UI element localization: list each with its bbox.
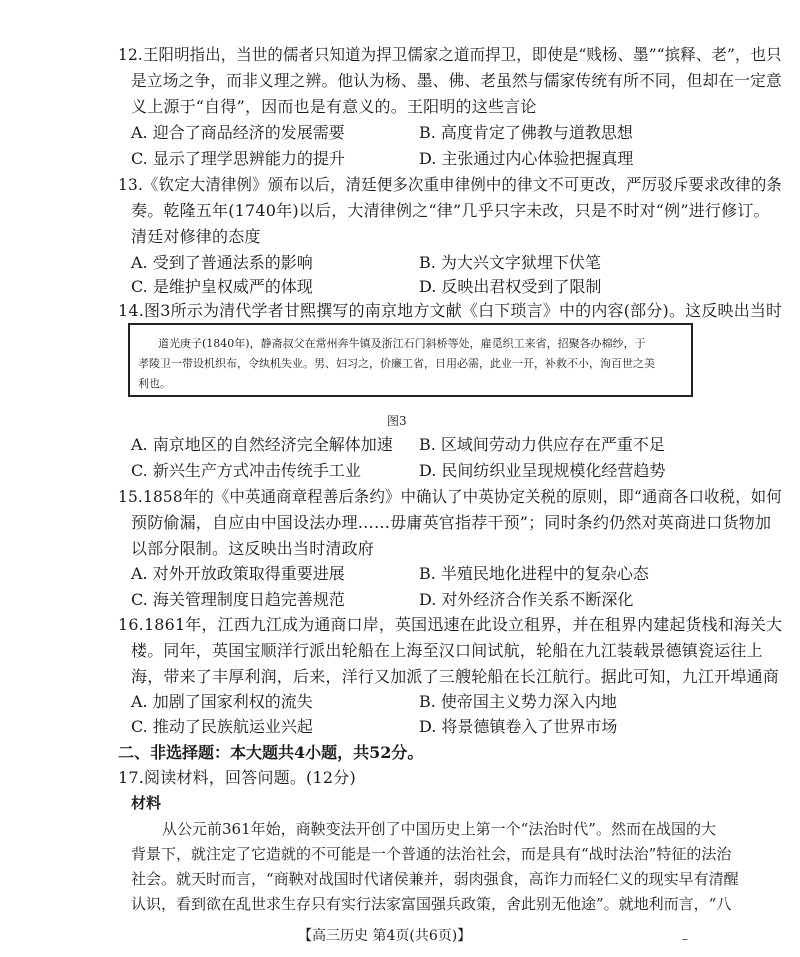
q12-line-2: 是立场之争，而非义理之辨。他认为杨、墨、佛、老虽然与儒家传统有所不同，但却在一定意	[131, 71, 782, 90]
material-line-1: 从公元前361年始，商鞅变法开创了中国历史上第一个“法治时代”。然而在战国的大	[162, 820, 716, 838]
corner-mark: –	[682, 932, 688, 946]
quote-line-3: 利也。	[138, 377, 171, 390]
q12-option-c[interactable]: C. 显示了理学思辨能力的提升	[131, 149, 345, 168]
q12-option-b[interactable]: B. 高度肯定了佛教与道教思想	[419, 123, 633, 142]
q14-option-c[interactable]: C. 新兴生产方式冲击传统手工业	[131, 461, 361, 480]
q16-option-c[interactable]: C. 推动了民族航运业兴起	[131, 717, 313, 736]
quote-line-1: 道光庚子(1840年)，静斋叔父在常州奔牛镇及浙江石门斜桥等处，雇觅织工来省，招聚各办棉纱，于	[158, 337, 646, 350]
q16-option-a[interactable]: A. 加剧了国家利权的流失	[131, 692, 313, 711]
q16-line-2: 楼。同年，英国宝顺洋行派出轮船在上海至汉口间试航，轮船在九江装载景德镇瓷运往上	[131, 641, 763, 660]
material-line-3: 社会。就天时而言，“商鞅对战国时代诸侯兼并，弱肉强食，高诈力而轻仁义的现实早有清醒	[131, 870, 739, 888]
figure-caption: 图3	[387, 414, 407, 428]
q14-option-d[interactable]: D. 民间纺织业呈现规模化经营趋势	[419, 461, 666, 480]
q13-line-3: 清廷对修律的态度	[131, 227, 261, 246]
q13-line-1: 13.《钦定大清律例》颁布以后，清廷便多次重申律例中的律文不可更改，严厉驳斥要求改律的条	[118, 175, 783, 194]
q16-option-b[interactable]: B. 使帝国主义势力深入内地	[419, 692, 617, 711]
q14-option-a[interactable]: A. 南京地区的自然经济完全解体加速	[131, 435, 393, 454]
q13-line-2: 奏。乾隆五年(1740年)以后，大清律例之“律”几乎只字未改，只是不时对“例”进行修订。	[131, 201, 770, 220]
q15-line-3: 以部分限制。这反映出当时清政府	[131, 539, 375, 558]
q15-option-b[interactable]: B. 半殖民地化进程中的复杂心态	[419, 564, 649, 583]
q16-line-1: 16.1861年，江西九江成为通商口岸，英国迅速在此设立租界，并在租界内建起货栈和海关大	[118, 615, 783, 634]
q15-line-1: 15.1858年的《中英通商章程善后条约》中确认了中英协定关税的原则，即“通商各口收税，如何	[118, 487, 782, 506]
q13-option-a[interactable]: A. 受到了普通法系的影响	[131, 253, 313, 272]
q13-option-d[interactable]: D. 反映出君权受到了限制	[419, 277, 602, 296]
q15-option-d[interactable]: D. 对外经济合作关系不断深化	[419, 590, 634, 609]
section-2-heading: 二、非选择题：本大题共4小题，共52分。	[118, 743, 424, 762]
page-footer: 【高三历史 第4页(共6页)】	[298, 928, 472, 944]
q13-option-c[interactable]: C. 是维护皇权威严的体现	[131, 277, 313, 296]
q16-line-3: 海，带来了丰厚利润，后来，洋行又加派了三艘轮船在长江航行。据此可知，九江开埠通商	[131, 667, 780, 686]
material-line-4: 认识，看到欲在乱世求生存只有实行法家富国强兵政策，舍此别无他途”。就地利而言，“八	[131, 895, 732, 913]
material-line-2: 背景下，就注定了它造就的不可能是一个普通的法治社会，而是具有“战时法治”特征的法治	[131, 845, 732, 863]
q12-line-1: 12.王阳明指出，当世的儒者只知道为捍卫儒家之道而捍卫，即使是“贱杨、墨”“摈释、老”，也只	[118, 45, 782, 64]
q12-option-d[interactable]: D. 主张通过内心体验把握真理	[419, 149, 634, 168]
q12-line-3: 义上源于“自得”，因而也是有意义的。王阳明的这些言论	[131, 97, 537, 116]
q15-option-c[interactable]: C. 海关管理制度日趋完善规范	[131, 590, 345, 609]
q16-option-d[interactable]: D. 将景德镇卷入了世界市场	[419, 717, 618, 736]
q17-title: 17.阅读材料，回答问题。(12分)	[118, 768, 356, 787]
q14-option-b[interactable]: B. 区域间劳动力供应存在严重不足	[419, 435, 665, 454]
quote-line-2: 孝陵卫一带设机织布，令纨机失业。男、妇习之，价廉工省，日用必需，此业一开，补救不小，洵百世之美	[138, 357, 655, 370]
q13-option-b[interactable]: B. 为大兴文字狱埋下伏笔	[419, 253, 601, 272]
material-label: 材料	[131, 794, 162, 812]
q15-line-2: 预防偷漏，自应由中国设法办理……毋庸英官指荐干预”；同时条约仍然对英商进口货物加	[131, 513, 772, 532]
q14-line-1: 14.图3所示为清代学者甘熙撰写的南京地方文献《白下琐言》中的内容(部分)。这反映出当时	[118, 301, 783, 320]
q15-option-a[interactable]: A. 对外开放政策取得重要进展	[131, 564, 345, 583]
q12-option-a[interactable]: A. 迎合了商品经济的发展需要	[131, 123, 345, 142]
